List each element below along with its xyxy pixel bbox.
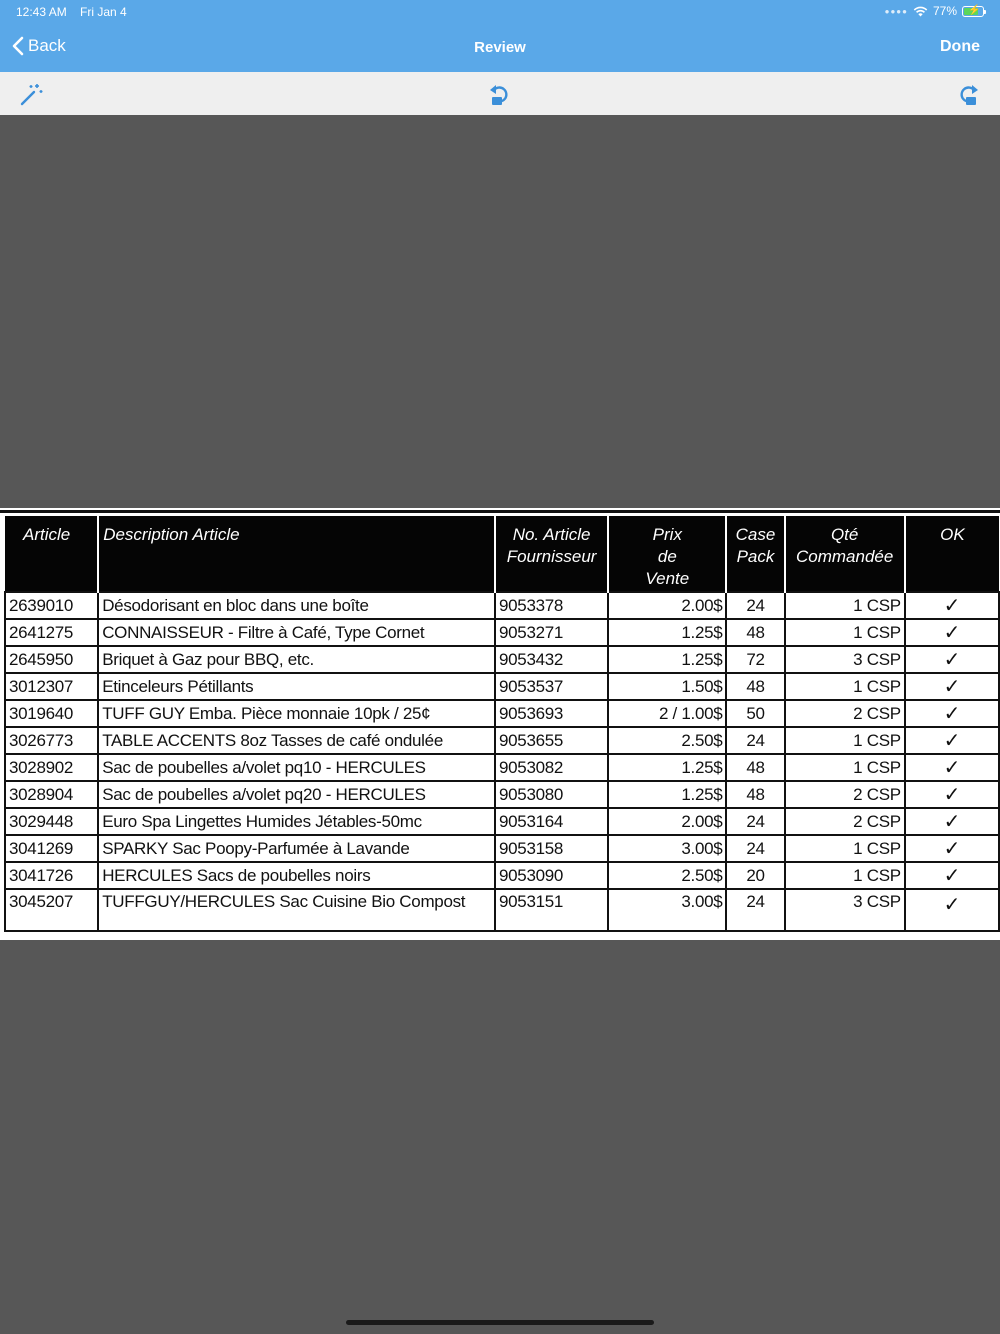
checkmark-icon: ✓ xyxy=(905,619,999,646)
cell-quantity: 2 CSP xyxy=(785,781,905,808)
table-row xyxy=(5,754,999,781)
signal-dots-icon: ●●●● xyxy=(884,6,908,16)
rotate-right-icon xyxy=(955,81,981,107)
cell-case-pack: 48 xyxy=(726,781,784,808)
cell-supplier-number: 9053693 xyxy=(495,700,608,727)
magic-wand-icon xyxy=(19,81,45,107)
cell-quantity: 3 CSP xyxy=(785,646,905,673)
cell-quantity: 1 CSP xyxy=(785,862,905,889)
cell-price: 2.00$ xyxy=(608,592,726,619)
cell-supplier-number: 9053082 xyxy=(495,754,608,781)
cell-description: TABLE ACCENTS 8oz Tasses de café ondulée xyxy=(98,727,495,754)
table-row xyxy=(5,592,999,619)
header-price: Prix de Vente xyxy=(608,516,726,592)
cell-case-pack: 48 xyxy=(726,754,784,781)
checkmark-icon: ✓ xyxy=(905,889,999,931)
cell-description: TUFF GUY Emba. Pièce monnaie 10pk / 25¢ xyxy=(98,700,495,727)
cell-case-pack: 20 xyxy=(726,862,784,889)
cell-quantity: 1 CSP xyxy=(785,835,905,862)
table-row xyxy=(5,727,999,754)
wifi-icon xyxy=(913,6,928,17)
navigation-bar xyxy=(0,24,1000,72)
table-row xyxy=(5,889,999,931)
header-supplier-number: No. Article Fournisseur xyxy=(495,516,608,592)
cell-description: Sac de poubelles a/volet pq20 - HERCULES xyxy=(98,781,495,808)
cell-supplier-number: 9053432 xyxy=(495,646,608,673)
checkmark-icon: ✓ xyxy=(905,862,999,889)
page-title: Review xyxy=(474,39,526,56)
cell-description: SPARKY Sac Poopy-Parfumée à Lavande xyxy=(98,835,495,862)
cell-price: 2.50$ xyxy=(608,862,726,889)
cell-price: 1.25$ xyxy=(608,754,726,781)
cell-case-pack: 72 xyxy=(726,646,784,673)
document-edge xyxy=(0,510,1000,513)
header-quantity: Qté Commandée xyxy=(785,516,905,592)
cell-price: 1.25$ xyxy=(608,781,726,808)
cell-article: 3045207 xyxy=(5,889,98,931)
header-case-pack: Case Pack xyxy=(726,516,784,592)
cell-supplier-number: 9053655 xyxy=(495,727,608,754)
cell-article: 3028902 xyxy=(5,754,98,781)
table-row xyxy=(5,781,999,808)
cell-price: 2.00$ xyxy=(608,808,726,835)
cell-description: HERCULES Sacs de poubelles noirs xyxy=(98,862,495,889)
cell-price: 3.00$ xyxy=(608,889,726,931)
cell-article: 2639010 xyxy=(5,592,98,619)
cell-supplier-number: 9053271 xyxy=(495,619,608,646)
cell-supplier-number: 9053378 xyxy=(495,592,608,619)
cell-quantity: 3 CSP xyxy=(785,889,905,931)
battery-icon: ⚡ xyxy=(962,6,984,17)
rotate-left-button[interactable] xyxy=(487,81,513,107)
checkmark-icon: ✓ xyxy=(905,835,999,862)
cell-supplier-number: 9053080 xyxy=(495,781,608,808)
cell-description: TUFFGUY/HERCULES Sac Cuisine Bio Compost xyxy=(98,889,495,931)
cell-case-pack: 24 xyxy=(726,808,784,835)
cell-price: 1.25$ xyxy=(608,646,726,673)
cell-article: 3012307 xyxy=(5,673,98,700)
cell-article: 3026773 xyxy=(5,727,98,754)
cell-article: 3019640 xyxy=(5,700,98,727)
cell-article: 3041269 xyxy=(5,835,98,862)
header-ok: OK xyxy=(905,516,999,592)
cell-supplier-number: 9053537 xyxy=(495,673,608,700)
cell-case-pack: 48 xyxy=(726,673,784,700)
cell-price: 2 / 1.00$ xyxy=(608,700,726,727)
cell-quantity: 1 CSP xyxy=(785,673,905,700)
scanned-document xyxy=(0,508,1000,940)
status-bar xyxy=(0,0,1000,24)
cell-article: 2645950 xyxy=(5,646,98,673)
checkmark-icon: ✓ xyxy=(905,592,999,619)
cell-price: 1.25$ xyxy=(608,619,726,646)
table-row xyxy=(5,646,999,673)
checkmark-icon: ✓ xyxy=(905,754,999,781)
cell-case-pack: 48 xyxy=(726,619,784,646)
cell-description: CONNAISSEUR - Filtre à Café, Type Cornet xyxy=(98,619,495,646)
table-header-row xyxy=(5,516,999,592)
cell-price: 3.00$ xyxy=(608,835,726,862)
table-row xyxy=(5,835,999,862)
done-button[interactable]: Done xyxy=(940,38,980,55)
cell-quantity: 2 CSP xyxy=(785,700,905,727)
cell-price: 2.50$ xyxy=(608,727,726,754)
table-row xyxy=(5,808,999,835)
table-row xyxy=(5,862,999,889)
cell-article: 3041726 xyxy=(5,862,98,889)
cell-supplier-number: 9053151 xyxy=(495,889,608,931)
checkmark-icon: ✓ xyxy=(905,646,999,673)
cell-case-pack: 24 xyxy=(726,889,784,931)
cell-article: 3028904 xyxy=(5,781,98,808)
cell-price: 1.50$ xyxy=(608,673,726,700)
cell-case-pack: 50 xyxy=(726,700,784,727)
cell-description: Sac de poubelles a/volet pq10 - HERCULES xyxy=(98,754,495,781)
header-article: Article xyxy=(5,516,98,592)
battery-percent: 77% xyxy=(932,4,957,18)
checkmark-icon: ✓ xyxy=(905,700,999,727)
header-description: Description Article xyxy=(98,516,495,592)
cell-supplier-number: 9053090 xyxy=(495,862,608,889)
cell-supplier-number: 9053158 xyxy=(495,835,608,862)
checkmark-icon: ✓ xyxy=(905,727,999,754)
cell-quantity: 1 CSP xyxy=(785,727,905,754)
checkmark-icon: ✓ xyxy=(905,673,999,700)
order-table xyxy=(4,516,1000,932)
table-row xyxy=(5,673,999,700)
rotate-left-icon xyxy=(487,81,513,107)
cell-quantity: 1 CSP xyxy=(785,754,905,781)
table-row xyxy=(5,619,999,646)
cell-quantity: 1 CSP xyxy=(785,592,905,619)
auto-enhance-button[interactable] xyxy=(19,81,45,107)
cell-case-pack: 24 xyxy=(726,727,784,754)
checkmark-icon: ✓ xyxy=(905,781,999,808)
rotate-right-button[interactable] xyxy=(955,81,981,107)
cell-case-pack: 24 xyxy=(726,835,784,862)
cell-quantity: 2 CSP xyxy=(785,808,905,835)
status-right xyxy=(885,4,984,18)
status-date: Fri Jan 4 xyxy=(80,5,127,19)
cell-description: Euro Spa Lingettes Humides Jétables-50mc xyxy=(98,808,495,835)
edit-toolbar xyxy=(0,72,1000,115)
cell-description: Désodorisant en bloc dans une boîte xyxy=(98,592,495,619)
home-indicator[interactable] xyxy=(346,1320,654,1325)
cell-quantity: 1 CSP xyxy=(785,619,905,646)
table-row xyxy=(5,700,999,727)
cell-description: Etinceleurs Pétillants xyxy=(98,673,495,700)
checkmark-icon: ✓ xyxy=(905,808,999,835)
status-time: 12:43 AM xyxy=(16,5,67,19)
cell-supplier-number: 9053164 xyxy=(495,808,608,835)
cell-article: 3029448 xyxy=(5,808,98,835)
cell-description: Briquet à Gaz pour BBQ, etc. xyxy=(98,646,495,673)
cell-article: 2641275 xyxy=(5,619,98,646)
back-label: Back xyxy=(28,36,66,55)
cell-case-pack: 24 xyxy=(726,592,784,619)
